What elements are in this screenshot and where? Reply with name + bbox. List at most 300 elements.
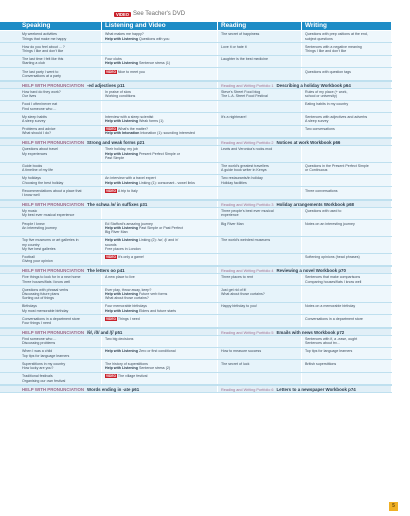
cell-speaking (0, 208, 101, 219)
section-bar (0, 266, 410, 274)
cell-text: Free places in London (105, 246, 141, 251)
cell-line: subject questions (305, 36, 333, 41)
table-row (0, 31, 410, 43)
cell-text: Nice to meet you (117, 69, 145, 74)
cell-line: My holidays (22, 176, 41, 181)
cell-listening (102, 43, 217, 54)
cell-writing (302, 101, 391, 112)
cell-text: Four clubs (105, 57, 122, 62)
portfolio-label: Reading and Writing Portfolio 2 (221, 141, 274, 145)
header-speaking: Speaking (0, 22, 101, 30)
table-row (0, 254, 410, 266)
help-label: Help with Listening (105, 151, 138, 156)
cell-speaking (0, 43, 101, 54)
cell-speaking (0, 101, 101, 112)
cell-line (105, 37, 215, 41)
table-row (0, 208, 410, 220)
portfolio-bar (218, 329, 391, 335)
section-bar (0, 81, 410, 89)
cell-text: Present Perfect Simple or (137, 151, 180, 156)
cell-speaking (0, 237, 101, 253)
cell-reading (218, 315, 301, 326)
unit-section (0, 31, 410, 89)
video-tag: VIDEO (106, 254, 116, 259)
cell-line: How hard do they work? (22, 89, 61, 94)
cell-line (105, 337, 215, 341)
cell-speaking (0, 274, 101, 285)
cell-speaking (0, 220, 101, 236)
cell-line (105, 349, 215, 353)
cell-line: A sleep survey (22, 118, 46, 123)
cell-reading (218, 360, 301, 371)
cell-writing (302, 220, 391, 236)
cell-line (105, 309, 215, 313)
cell-reading (218, 303, 301, 314)
cell-line: Holiday facilities (221, 180, 247, 185)
cell-writing (302, 175, 391, 186)
cell-line (105, 94, 215, 98)
cell-writing (302, 360, 391, 371)
video-tag: VIDEO (106, 316, 116, 321)
video-legend-text: See Teacher's DVD (133, 10, 186, 17)
cell-text: Past Simple or Past Perfect (137, 225, 183, 230)
cell-line: Sentences with a negative meaning (305, 44, 362, 49)
help-label: Help with Listening (105, 291, 138, 296)
cell-line: Comparing houses/flats I know well (305, 279, 362, 284)
cell-line (105, 70, 215, 74)
cell-speaking (0, 360, 101, 371)
cell-line (105, 181, 215, 185)
cell-line: Sentences about trv... (305, 341, 340, 346)
help-label: Help with Intonation (105, 131, 140, 136)
cell-text: In praise of slow (105, 89, 131, 94)
cell-line: I know well (22, 193, 40, 198)
table-row (0, 68, 410, 80)
pronunciation-topic: The letters oo p41 (87, 267, 125, 273)
cell-speaking (0, 126, 101, 137)
cell-listening (102, 89, 217, 100)
cell-line: Questions with used to (305, 209, 342, 214)
portfolio-topic: Emails with news Workbook p72 (276, 329, 345, 335)
cell-line: Find someone who ... (22, 106, 57, 111)
cell-text: Their holiday, my job (105, 147, 138, 152)
cell-line (105, 119, 215, 123)
cell-line: The world's weirdest museums (221, 238, 271, 243)
table-row (0, 237, 410, 254)
portfolio-bar (218, 139, 391, 145)
pronunciation-topic: /θ/, /ð/ and /ʃ/ p51 (87, 329, 123, 335)
cell-writing (302, 373, 391, 384)
cell-line: My five best galleries (22, 246, 56, 251)
unit-section (0, 274, 410, 336)
cell-line: Guide books (22, 164, 43, 169)
portfolio-bar (218, 386, 391, 392)
cell-line: Love it or hate it (221, 44, 247, 49)
help-label: Help with Listening (105, 225, 138, 230)
cell-reading (218, 175, 301, 186)
table-row (0, 303, 410, 315)
cell-speaking (0, 373, 101, 384)
cell-text: Ed Stafford's amazing journey (105, 221, 153, 226)
table-row (0, 113, 410, 125)
cell-line: The last party I went to (22, 69, 59, 74)
section-bar (0, 200, 410, 208)
table-row (0, 126, 410, 138)
cell-line: Discussing problems (22, 341, 56, 346)
cell-writing (302, 146, 391, 162)
cell-speaking (0, 303, 101, 314)
cell-writing (302, 348, 391, 359)
portfolio-label: Reading and Writing Portfolio 1 (221, 83, 274, 88)
pronunciation-bar (0, 82, 217, 88)
cell-text: Things I need (117, 316, 140, 321)
cell-reading (218, 254, 301, 265)
cell-writing (302, 187, 391, 198)
table-row (0, 146, 410, 163)
cell-line: Just get rid of it! (221, 287, 247, 292)
video-badge: VIDEO (116, 11, 130, 17)
cell-writing (302, 286, 391, 302)
pronunciation-topic: The schwa /ə/ in suffixes p31 (87, 201, 148, 207)
cell-reading (218, 113, 301, 124)
cell-text: Sentence stress (1) (137, 61, 171, 66)
cell-line: Organising our own festival (22, 378, 66, 383)
cell-text: Zero or first conditional (137, 349, 176, 354)
cell-listening (102, 336, 217, 347)
cell-text: Questions with you (137, 36, 170, 41)
cell-reading (218, 187, 301, 198)
cell-speaking (0, 187, 101, 198)
cell-listening (102, 31, 217, 42)
cell-line: An interesting journey (22, 225, 57, 230)
cell-text: Past Simple (105, 155, 125, 160)
cell-line: Four things I need (22, 321, 51, 325)
cell-line: Conversations at a party (22, 73, 61, 78)
help-label: Help with Listening (105, 349, 138, 354)
cell-line: Sorting out of things (22, 296, 54, 301)
top-bar (0, 0, 410, 23)
cell-line (105, 255, 215, 259)
pronunciation-bar (0, 139, 217, 145)
cell-line: Questions with phrasal verbs (22, 287, 69, 292)
help-label: Help with Listening (105, 180, 138, 185)
cell-line: British superstitions (305, 361, 337, 366)
cell-text: What about those curtains? (105, 296, 149, 301)
cell-text: The history of superstitions (105, 361, 148, 366)
pronunciation-label: HELP WITH PRONUNCIATION (22, 267, 85, 273)
table-row (0, 336, 410, 348)
video-tag: VIDEO (106, 374, 116, 379)
cell-line: or Continuous (305, 168, 328, 173)
cell-reading (218, 146, 301, 162)
page-number-badge: 5 (389, 502, 398, 511)
cell-line: Notes on a memorable birthday (305, 304, 356, 309)
portfolio-label: Reading and Writing Portfolio 5 (221, 330, 274, 335)
portfolio-topic: Describing a holiday Workbook p64 (276, 82, 351, 88)
cell-speaking (0, 113, 101, 124)
cell-reading (218, 348, 301, 359)
cell-line: Sentences with if, a ‑ease, ought (305, 337, 358, 342)
cell-writing (302, 56, 391, 67)
unit-section (0, 89, 410, 147)
cell-listening (102, 274, 217, 285)
cell-reading (218, 220, 301, 236)
table-row (0, 187, 410, 199)
cell-reading (218, 163, 301, 174)
table-body (0, 31, 410, 393)
cell-reading (218, 126, 301, 137)
cell-line: Sentences with adjectives and adverbs (305, 114, 368, 119)
cell-line: Top five museums or art galleries in (22, 238, 79, 243)
table-row (0, 373, 410, 385)
cell-line: Birthdays (22, 304, 37, 309)
cell-writing (302, 68, 391, 79)
cell-writing (302, 31, 391, 42)
portfolio-topic: Letters to a newspaper Workbook p74 (276, 387, 356, 393)
video-tag: VIDEO (106, 69, 116, 74)
cell-listening (102, 254, 217, 265)
cell-speaking (0, 254, 101, 265)
portfolio-topic: Reviewing a novel Workbook p70 (276, 267, 346, 273)
cell-listening (102, 187, 217, 198)
portfolio-bar (218, 201, 391, 207)
cell-text: A trip to Italy (117, 188, 138, 193)
cell-line: Two restaurants/in holiday (221, 176, 263, 181)
cell-reading (218, 208, 301, 219)
cell-line: Top tips for language learners (22, 353, 70, 358)
cell-text: What's the matter? (117, 127, 148, 132)
cell-line: Things I like and don't like (22, 49, 64, 54)
cell-listening (102, 208, 217, 219)
unit-section (0, 208, 410, 274)
cell-listening (102, 68, 217, 79)
cell-listening (102, 113, 217, 124)
cell-listening (102, 237, 217, 253)
cell-line: Conversations in a department store (22, 316, 80, 321)
cell-line: Things that make me happy (22, 36, 67, 41)
table-row (0, 274, 410, 286)
cell-line: Two conversations (305, 127, 335, 132)
cell-line: The secret of luck (221, 361, 250, 366)
cell-line: Problems and advice (22, 127, 56, 132)
cell-line: Steve's Street Food blog (221, 89, 261, 94)
cell-line: experience (221, 213, 239, 218)
portfolio-label: Reading and Writing Portfolio 6 (221, 388, 274, 393)
section-bar (0, 328, 410, 336)
cell-line: Recommendations about a place that (22, 188, 82, 193)
pronunciation-topic: Words ending in -ate p61 (87, 387, 140, 393)
cell-line: Traditional festivals (22, 374, 53, 379)
cell-writing (302, 274, 391, 285)
cell-line: Big River Man (221, 221, 244, 226)
cell-reading (218, 286, 301, 302)
portfolio-bar (218, 82, 391, 88)
help-label: Help with Listening (105, 118, 138, 123)
cell-reading (218, 89, 301, 100)
help-label: Help with Listening (105, 61, 138, 66)
portfolio-label: Reading and Writing Portfolio 4 (221, 268, 274, 273)
unit-section (0, 336, 410, 394)
cell-line (105, 247, 215, 251)
cell-speaking (0, 336, 101, 347)
cell-line: The last time I felt like this (22, 57, 64, 62)
cell-line: Three houses/flats I know well (22, 279, 71, 284)
cell-writing (302, 208, 391, 219)
pronunciation-bar (0, 386, 217, 392)
cell-line: When I was a child (22, 349, 53, 354)
cell-writing (302, 336, 391, 347)
cell-text: Future verb forms (137, 291, 168, 296)
portfolio-topic: Notices at work Workbook p66 (276, 140, 341, 145)
cell-text: It's only a game! (117, 254, 144, 259)
cell-writing (302, 113, 391, 124)
pronunciation-label: HELP WITH PRONUNCIATION (22, 201, 85, 207)
section-bar (0, 385, 410, 393)
cell-listening (102, 373, 217, 384)
cell-text: A new place to live (105, 275, 135, 280)
cell-listening (102, 101, 217, 112)
table-row (0, 286, 410, 303)
table-row (0, 89, 410, 101)
cell-line: Giving your opinion (22, 259, 53, 264)
cell-text: sounds (105, 242, 117, 247)
header-reading: Reading (218, 22, 301, 30)
cell-line: Discussing future plans (22, 291, 60, 296)
table-row (0, 56, 410, 68)
cell-line: Questions with prep ositions at the end, (305, 32, 368, 37)
cell-text: Ever play, throw away, keep? (105, 287, 152, 292)
cell-text: An interview with a travel expert (105, 176, 156, 181)
pronunciation-label: HELP WITH PRONUNCIATION (22, 387, 85, 393)
cell-reading (218, 56, 301, 67)
cell-line: What should I do? (22, 131, 51, 136)
cell-line: Conversations in a department store (305, 316, 363, 321)
cell-line (105, 275, 215, 279)
pronunciation-bar (0, 201, 217, 207)
cell-text: Linking (1): consonant - vowel links (137, 180, 195, 185)
cell-line (105, 189, 215, 193)
help-label: Help with Listening (105, 36, 138, 41)
cell-text: Weak forms (1) (137, 118, 164, 123)
cell-text: Interview with a sleep scientist (105, 114, 154, 119)
cell-line (105, 131, 215, 135)
cell-writing (302, 315, 391, 326)
table-row (0, 348, 410, 360)
cell-text: The village festival (117, 374, 148, 379)
cell-line (105, 156, 215, 160)
pronunciation-bar (0, 267, 217, 273)
table-header (0, 22, 410, 30)
cell-listening (102, 220, 217, 236)
cell-line: Questions in the Present Perfect Simple (305, 164, 369, 169)
cell-line: The L.A. Street Food Festival (221, 94, 268, 99)
help-label: Help with Listening (105, 238, 138, 243)
cell-speaking (0, 163, 101, 174)
cell-line: Notes on an interesting journey (305, 221, 355, 226)
table-row (0, 43, 410, 55)
cell-line: It's a nightmare! (221, 114, 247, 119)
table-row (0, 175, 410, 187)
cell-line: Sentences that make comparisons (305, 275, 361, 280)
header-writing: Writing (302, 22, 391, 30)
cell-line: My weekend activities (22, 32, 57, 37)
pronunciation-label: HELP WITH PRONUNCIATION (22, 329, 85, 335)
pronunciation-topic: Strong and weak forms p21 (87, 140, 145, 145)
pronunciation-bar (0, 329, 217, 335)
right-margin (392, 30, 410, 500)
pronunciation-label: HELP WITH PRONUNCIATION (22, 140, 85, 145)
portfolio-label: Reading and Writing Portfolio 3 (221, 202, 274, 207)
cell-text: Intonation (1): sounding interested (139, 131, 195, 136)
cell-line: How do you feel about ... ? (22, 44, 65, 49)
cell-reading (218, 336, 301, 347)
help-label: Help with Listening (105, 366, 138, 371)
cell-speaking (0, 286, 101, 302)
pronunciation-label: HELP WITH PRONUNCIATION (22, 82, 85, 88)
cell-line: Three conversations (305, 188, 338, 193)
cell-line: A sleep survey (305, 118, 329, 123)
cell-line: Questions about travel (22, 147, 58, 152)
cell-line: Choosing the best holiday (22, 180, 64, 185)
cell-speaking (0, 68, 101, 79)
cell-line: How to measure success (221, 349, 262, 354)
cell-line: The world's greatest travellers (221, 164, 269, 169)
cell-text: Working conditions (105, 94, 136, 99)
cell-line: Top tips for language learners (305, 349, 353, 354)
cell-line: Softening opinions (head phrases) (305, 254, 360, 259)
cell-speaking (0, 175, 101, 186)
cell-line (105, 230, 215, 234)
cell-writing (302, 237, 391, 253)
table-row (0, 101, 410, 113)
cell-text: Elders and future starts (137, 308, 177, 313)
cell-speaking (0, 315, 101, 326)
cell-line (105, 61, 215, 65)
cell-speaking (0, 31, 101, 42)
cell-speaking (0, 56, 101, 67)
cell-line: Things I like and don't like (305, 49, 347, 54)
cell-listening (102, 303, 217, 314)
cell-line: Food I often/never eat (22, 102, 58, 107)
cell-text: Linking (2): /w/, /j/ and /r/ (137, 238, 179, 243)
cell-listening (102, 348, 217, 359)
cell-line: Starting a club (22, 61, 45, 66)
cell-line (105, 296, 215, 300)
video-legend (114, 9, 185, 19)
cell-writing (302, 254, 391, 265)
cell-line: What about those curtains? (221, 291, 265, 296)
cell-line: Five things to look for in a new home (22, 275, 81, 280)
cell-line: Laughter is the best medicine (221, 57, 268, 62)
cell-line (105, 317, 215, 321)
cell-line: A timeline of my life (22, 168, 53, 173)
cell-line (105, 366, 215, 370)
cell-line: My most memorable birthday (22, 308, 69, 313)
cell-reading (218, 237, 301, 253)
cell-text: Four memorable birthdays (105, 304, 147, 309)
cell-line: Three people's best ever musical (221, 209, 274, 214)
cell-text: Big River Man (105, 230, 128, 235)
cell-listening (102, 360, 217, 371)
cell-line: Questions with question tags (305, 69, 351, 74)
cell-writing (302, 43, 391, 54)
cell-line: Lewis and Veronica's rocks.mod (221, 147, 273, 152)
cell-listening (102, 315, 217, 326)
unit-section (0, 146, 410, 208)
cell-listening (102, 56, 217, 67)
cell-line: The secret of happiness (221, 32, 260, 37)
cell-line: Happy birthday to you! (221, 304, 257, 309)
